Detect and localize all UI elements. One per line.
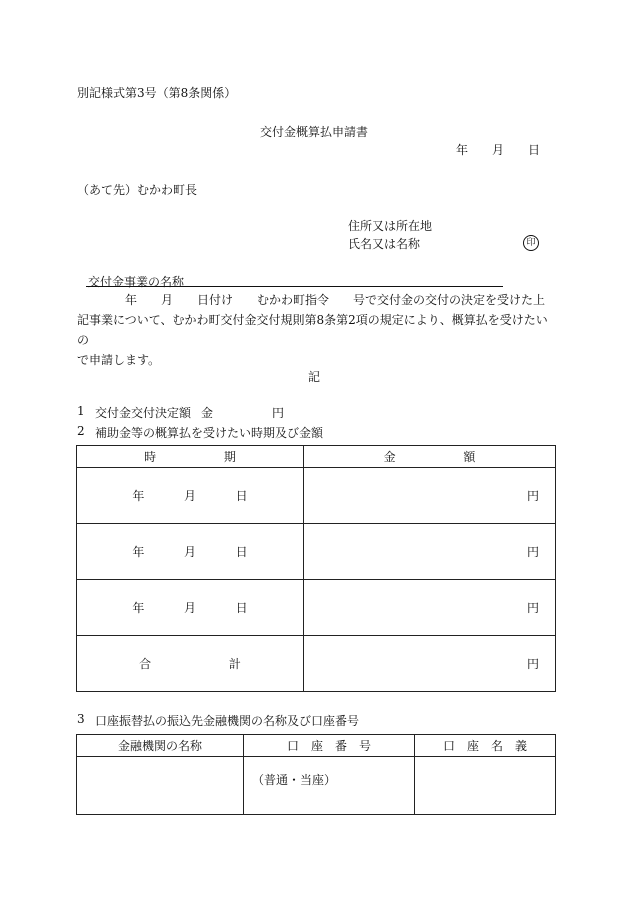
- addressee-name: むかわ町長: [137, 183, 198, 197]
- row1-yen: 円: [526, 489, 539, 503]
- row2-year: 年: [132, 545, 145, 559]
- account-number-cell: [244, 757, 415, 815]
- addressee-prefix: （あて先）: [77, 183, 138, 197]
- bank-table-row: [77, 757, 556, 815]
- row2-day: 日: [235, 545, 248, 559]
- bank-account-table: [76, 734, 556, 815]
- amount-cell: [304, 468, 556, 524]
- header-period: [77, 446, 304, 468]
- total-char-1: 合: [139, 657, 152, 671]
- header-amount: [304, 446, 556, 468]
- applicant-name-label: 氏名又は名称: [348, 237, 421, 251]
- body-line-3: で申請します。: [77, 353, 161, 367]
- period-cell: [77, 580, 304, 636]
- header-account-name: 口 座 名 義: [415, 735, 556, 757]
- row3-day: 日: [235, 601, 248, 615]
- item2-label: 補助金等の概算払を受けたい時期及び金額: [95, 426, 324, 440]
- period-amount-table: [76, 445, 556, 692]
- header-bank-name: 金融機関の名称: [77, 735, 244, 757]
- row2-month: 月: [183, 545, 196, 559]
- document-title: 交付金概算払申請書: [260, 125, 369, 139]
- header-account-number: 口 座 番 号: [244, 735, 415, 757]
- body-line-2: 記事業について、むかわ町交付金交付規則第8条第2項の規定により、概算払を受けたいの: [77, 313, 548, 347]
- row1-month: 月: [183, 489, 196, 503]
- item1-label: 交付金交付決定額: [95, 406, 192, 420]
- total-row: [77, 636, 556, 692]
- header-amount-char-1: 金: [383, 450, 396, 464]
- amount-cell: [304, 580, 556, 636]
- amount-cell: [304, 524, 556, 580]
- account-name-cell: [415, 757, 556, 815]
- period-cell: [77, 468, 304, 524]
- total-yen: 円: [526, 657, 539, 671]
- period-table-header: [77, 446, 556, 468]
- item3-label: 口座振替払の振込先金融機関の名称及び口座番号: [95, 714, 360, 728]
- seal-mark: 印: [523, 235, 539, 251]
- account-type: （普通・当座）: [252, 773, 337, 787]
- row3-year: 年: [132, 601, 145, 615]
- body-line-1: 年 月 日付け むかわ町指令 号で交付金の交付の決定を受けた上: [77, 293, 546, 307]
- form-label: 別記様式第3号（第8条関係）: [77, 86, 237, 100]
- row3-yen: 円: [526, 601, 539, 615]
- table-row: [77, 524, 556, 580]
- date-day: 日: [528, 143, 541, 157]
- bank-name-cell: [77, 757, 244, 815]
- project-name-label: 交付金事業の名称: [88, 275, 185, 289]
- period-cell: [77, 524, 304, 580]
- date-year: 年: [456, 143, 469, 157]
- ki-heading: 記: [308, 370, 321, 384]
- table-row: [77, 580, 556, 636]
- row2-yen: 円: [526, 545, 539, 559]
- applicant-address-label: 住所又は所在地: [348, 219, 433, 233]
- header-period-char-2: 期: [223, 450, 236, 464]
- row1-year: 年: [132, 489, 145, 503]
- table-row: [77, 468, 556, 524]
- item1-number: 1: [77, 404, 85, 418]
- item3-number: 3: [77, 712, 85, 726]
- total-char-2: 計: [228, 657, 241, 671]
- row1-day: 日: [235, 489, 248, 503]
- bank-table-header: [77, 735, 556, 757]
- item2-number: 2: [77, 424, 85, 438]
- item1-yen: 円: [272, 406, 285, 420]
- date-month: 月: [492, 143, 505, 157]
- header-period-char-1: 時: [144, 450, 157, 464]
- project-name-underline: [86, 286, 503, 287]
- total-amount-cell: [304, 636, 556, 692]
- item1-kin: 金: [201, 406, 214, 420]
- row3-month: 月: [183, 601, 196, 615]
- total-label-cell: [77, 636, 304, 692]
- body-paragraph: [77, 290, 557, 370]
- header-amount-char-2: 額: [463, 450, 476, 464]
